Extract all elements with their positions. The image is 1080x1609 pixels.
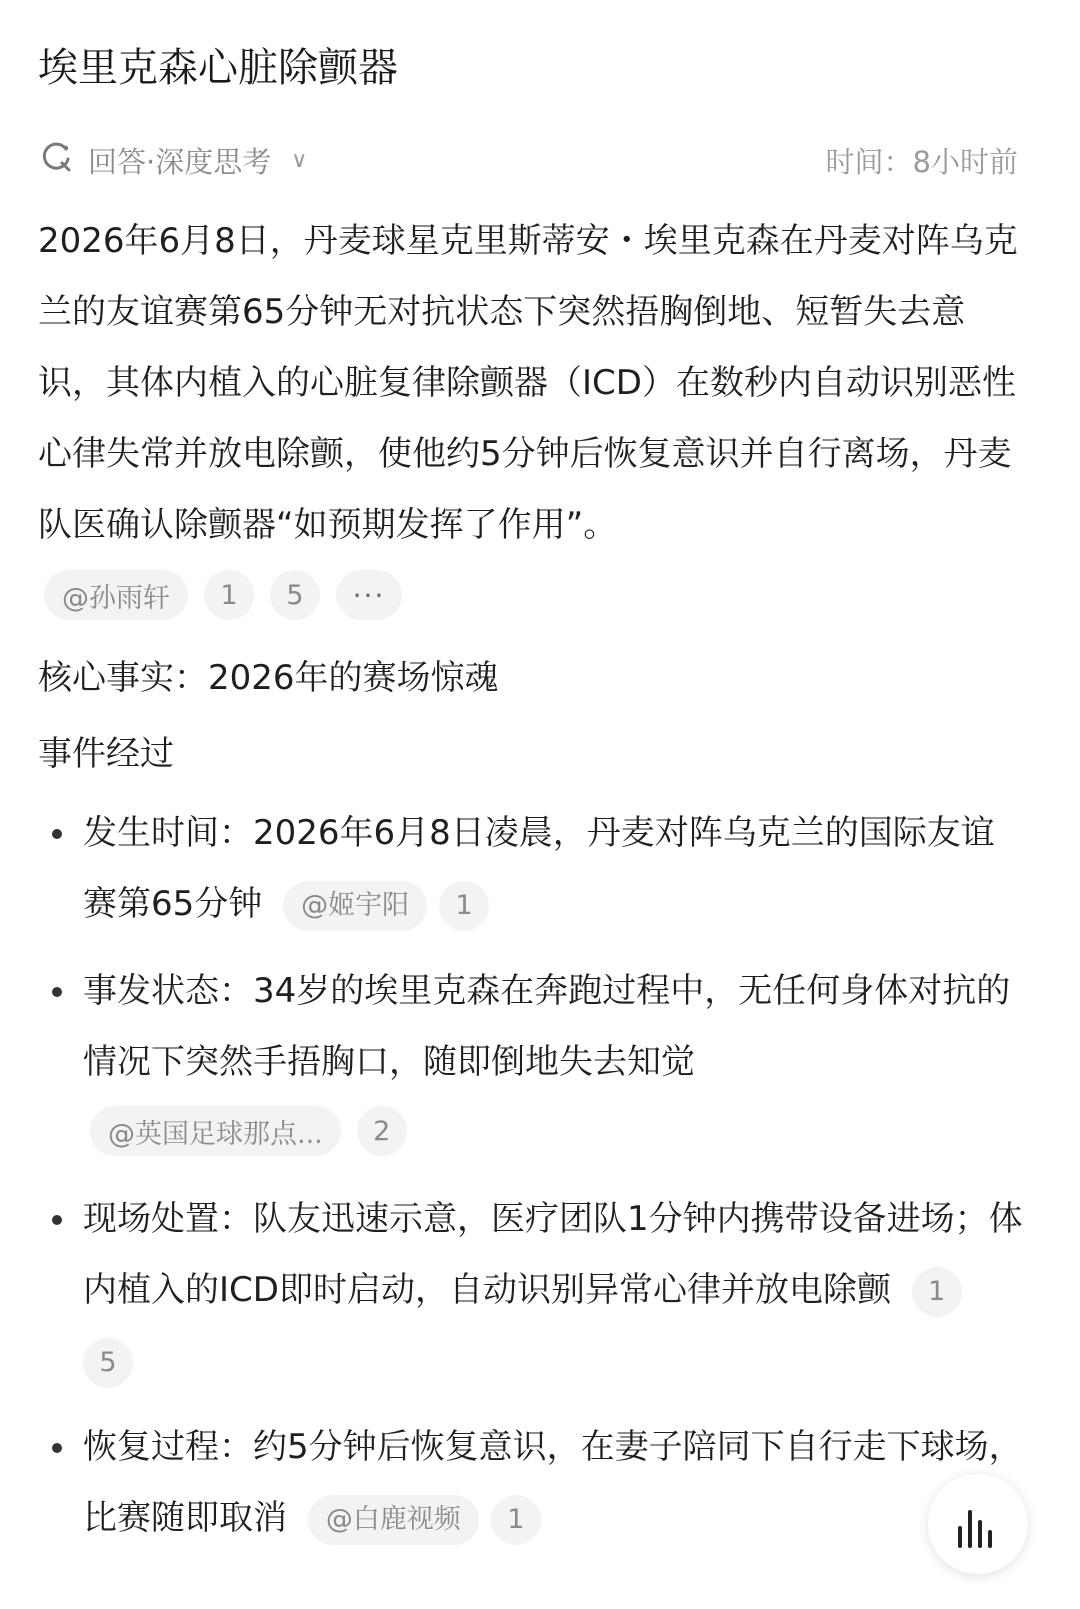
- bullet-dot: [52, 1215, 62, 1225]
- answer-mode-label: 回答·深度思考: [88, 144, 272, 179]
- citation-ref[interactable]: 5: [270, 570, 320, 620]
- list-item-text: 事发状态：34岁的埃里克森在奔跑过程中，无任何身体对抗的情况下突然手捂胸口，随即倒地失去知觉: [83, 971, 1011, 1082]
- list-item-text: [83, 798, 1028, 940]
- list-item-body: 恢复过程：约5分钟后恢复意识，在妻子陪同下自行走下球场，比赛随即取消: [83, 1427, 1023, 1538]
- citation-ref[interactable]: 5: [83, 1338, 133, 1388]
- meta-row: [38, 136, 1018, 184]
- list-item: [38, 798, 1028, 940]
- list-item: [38, 1184, 1028, 1397]
- citation-source[interactable]: @英国足球那点...: [90, 1106, 341, 1156]
- list-item: [38, 956, 1028, 1156]
- citation-ref[interactable]: 2: [357, 1106, 407, 1156]
- list-item-citations: [90, 1106, 1028, 1156]
- more-citations-button[interactable]: ···: [336, 570, 402, 620]
- citation-source[interactable]: @白鹿视频: [308, 1495, 479, 1545]
- bullet-dot: [52, 987, 62, 997]
- list-item-text: [83, 1184, 1028, 1397]
- list-item-body: 现场处置：队友迅速示意，医疗团队1分钟内携带设备进场；体内植入的ICD即时启动，自动识别异常心律并放电除颤: [83, 1199, 1023, 1310]
- answer-time: 时间：8小时前: [825, 144, 1018, 179]
- list-item-body: 发生时间：2026年6月8日凌晨，丹麦对阵乌克兰的国际友谊赛第65分钟: [83, 813, 995, 924]
- list-item-text: [83, 1412, 1028, 1554]
- section-title: 核心事实：2026年的赛场惊魂: [38, 658, 499, 698]
- bullet-dot: [52, 829, 62, 839]
- page-title: 埃里克森心脏除颤器: [38, 45, 398, 91]
- chevron-down-icon: ∨: [291, 147, 308, 173]
- search-refresh-icon: [38, 139, 74, 182]
- intro-paragraph: [38, 206, 1028, 561]
- citation-ref[interactable]: 1: [204, 570, 254, 620]
- bullet-dot: [52, 1443, 62, 1453]
- citation-source[interactable]: @姬宇阳: [283, 881, 427, 931]
- audio-wave-icon: [952, 1504, 1004, 1554]
- intro-citations: [44, 570, 402, 620]
- subsection-title: 事件经过: [38, 734, 174, 774]
- answer-mode-toggle[interactable]: [38, 139, 307, 182]
- list-item: [38, 1412, 1028, 1554]
- intro-text: 2026年6月8日，丹麦球星克里斯蒂安・埃里克森在丹麦对阵乌克兰的友谊赛第65分钟无对抗状态下突然捂胸倒地、短暂失去意识，其体内植入的心脏复律除颤器（ICD）在数秒内自动识别恶性心律失常并放电除颤，使他约5分钟后恢复意识并自行离场，丹麦队医确认除颤器“如预期发挥了作用”。: [38, 221, 1018, 545]
- citation-ref[interactable]: 1: [491, 1495, 541, 1545]
- citation-ref[interactable]: 1: [439, 881, 489, 931]
- audio-playback-button[interactable]: [928, 1474, 1028, 1574]
- citation-source[interactable]: @孙雨轩: [44, 570, 188, 620]
- citation-ref[interactable]: 1: [912, 1267, 962, 1317]
